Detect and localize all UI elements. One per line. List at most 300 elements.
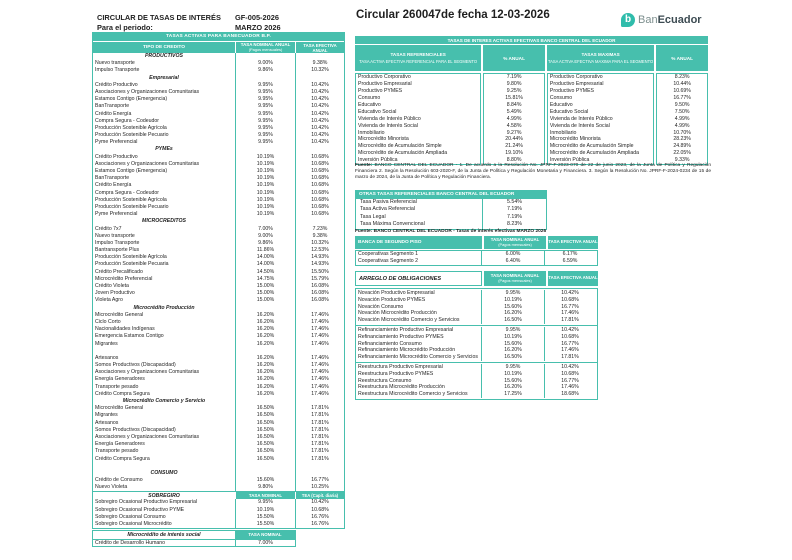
section-header: Empresarial [149, 74, 179, 81]
sobregiro-col-nominal: TASA NOMINAL [235, 492, 295, 499]
left-table-row [93, 146, 344, 153]
right-circular-title: Circular 260047de fecha 12-03-2026 [356, 9, 550, 21]
maxima-rate-value: 8.23% [674, 74, 690, 80]
segment-label: Educativo [358, 101, 381, 108]
maxima-rate-value: 4.99% [674, 122, 690, 129]
banca-row [356, 251, 597, 258]
left-table-row [93, 254, 344, 261]
obligacion-label: Novación Microcrédito Comercio y Servicios [358, 317, 460, 324]
arreglo-col-efectiva-label: TASA EFECTIVA ANUAL [548, 275, 598, 281]
nominal-rate-value: 16.50% [235, 434, 295, 441]
referencial-rate-value: 5.49% [506, 108, 522, 115]
tasa-label: Tasa Activa Referencial [360, 206, 416, 213]
obligacion-label: Refinanciamiento Microcrédito Comercio y Servicios [358, 354, 478, 361]
segment-label: Inmobiliario [549, 129, 577, 136]
credit-type-label: Producción Sostenible Agrícola [95, 124, 167, 131]
credit-type-label: Crédito Productivo [95, 81, 138, 88]
credit-type-label: Compra Segura - Codeudor [95, 189, 160, 196]
banecuador-logo [621, 13, 702, 27]
left-table-row [93, 233, 344, 240]
sobregiro-row [93, 521, 344, 528]
effective-rate-value: 16.08% [295, 283, 344, 290]
left-table-row [93, 391, 344, 398]
left-table-row [93, 182, 344, 189]
left-table-row [93, 484, 344, 491]
col-tasa-nominal-label: TASA NOMINAL ANUAL [240, 41, 291, 47]
sobregiro-label: SOBREGIRO [148, 493, 180, 500]
referencial-rate-value: 21.24% [505, 143, 523, 150]
credit-type-label: Producción Sostenible Agrícola [95, 254, 167, 261]
obligacion-label: Refinanciamiento Microcrédito Producción [358, 347, 456, 354]
effective-rate-value: 16.77% [295, 477, 344, 484]
arreglo-row [356, 354, 597, 361]
left-table-row [93, 103, 344, 110]
tasa-value: 8.23% [482, 221, 546, 228]
tea-rate-value: 10.42% [295, 499, 344, 506]
effective-rate-value: 17.46% [295, 355, 344, 362]
banca-column-headers [355, 236, 598, 249]
referencial-rate-value: 9.27% [506, 129, 522, 136]
arreglo-col-efectiva [548, 271, 598, 286]
maxima-rate-value: 16.77% [673, 94, 691, 101]
segment-label: Microcrédito de Acumulación Simple [358, 143, 442, 150]
arreglo-group [356, 363, 597, 399]
tasa-label: Tasa Pasiva Referencial [360, 199, 417, 205]
segment-label: Microcrédito de Acumulación Ampliada [549, 150, 640, 157]
microcredito-interes-social-table [92, 530, 296, 547]
tasa-value: 7.19% [482, 206, 546, 213]
left-table-row [93, 290, 344, 297]
segment-label: Vivienda de Interés Público [549, 115, 613, 122]
credit-type-label: Microcrédito General [95, 311, 144, 318]
effective-rate-value: 17.46% [295, 326, 344, 333]
left-table-row [93, 211, 344, 218]
left-table-row [93, 154, 344, 161]
nominal-rate-value: 9.95% [235, 118, 295, 125]
left-table-row [93, 420, 344, 427]
credit-type-label: Emergencia Estamos Contigo [95, 333, 164, 340]
nominal-rate-value: 9.00% [235, 60, 295, 67]
segment-label: Productivo PYMES [549, 87, 595, 94]
nominal-rate-value: 10.19% [235, 175, 295, 182]
effective-rate-value: 17.81% [295, 441, 344, 448]
credit-type-label: Nuevo transporte [95, 232, 135, 239]
nominal-rate-value: 16.20% [235, 319, 295, 326]
effective-rate-value: 17.46% [544, 310, 595, 317]
period-value: MARZO 2026 [235, 22, 281, 32]
bce-footnote [355, 163, 711, 181]
credit-type-label: Microcrédito General [95, 405, 144, 412]
credit-type-label: Crédito de Desarrollo Humano [95, 540, 166, 546]
referencial-rate-value: 15.81% [505, 94, 523, 101]
effective-rate-value: 17.81% [295, 405, 344, 412]
segment-label: Productivo Empresarial [549, 80, 604, 87]
nominal-rate-value: 10.19% [235, 211, 295, 218]
credit-type-label: Crédito 7x7 [95, 225, 122, 232]
nominal-rate-value: 10.19% [235, 507, 295, 514]
bce-table-body [355, 73, 708, 165]
nominal-rate-value: 9.00% [235, 233, 295, 240]
effective-rate-value: 10.32% [295, 67, 344, 74]
nominal-rate-value: 10.19% [235, 154, 295, 161]
left-table-row [93, 204, 344, 211]
nominal-rate-value: 14.75% [235, 276, 295, 283]
segment-label: Consumo [549, 94, 573, 101]
left-table-row [93, 376, 344, 383]
nominal-rate-value: 16.20% [235, 376, 295, 383]
segment-label: Productivo PYMES [358, 87, 403, 94]
effective-rate-value: 18.68% [544, 391, 595, 398]
effective-rate-value: 17.81% [544, 317, 595, 324]
bce-maxima-segments [547, 73, 654, 165]
banca-col-nominal-label: TASA NOMINAL ANUAL [490, 236, 540, 242]
referencial-rate-value: 8.80% [506, 157, 522, 164]
nominal-rate-value: 9.80% [235, 484, 295, 491]
sobregiro-row [93, 514, 344, 521]
effective-rate-value: 10.68% [544, 371, 595, 378]
circular-code: GF-005-2026 [235, 13, 279, 22]
sobregiro-col-tea: TEA (Capit. diaria) [295, 492, 344, 499]
nominal-rate-value: 9.95% [235, 125, 295, 132]
sobregiro-row [93, 499, 344, 506]
segment-label: Microcrédito Minorista [549, 136, 601, 143]
effective-rate-value: 10.68% [295, 182, 344, 189]
referencial-rate-value: 9.25% [506, 87, 522, 94]
arreglo-obligaciones-table [355, 271, 598, 400]
social-col-nominal: TASA NOMINAL [235, 531, 295, 539]
nominal-rate-value: 10.19% [481, 297, 544, 304]
referencial-rate-value: 8.84% [506, 101, 522, 108]
nominal-rate-value: 16.20% [481, 384, 544, 391]
segment-label: Inmobiliario [358, 129, 385, 136]
credit-type-label: BanTransporte [95, 103, 130, 110]
bce-table-title: TASAS DE INTERES ACTIVAS EFECTIVAS BANCO CENTRAL DEL ECUADOR [355, 36, 708, 44]
effective-rate-value: 10.68% [544, 334, 595, 341]
nominal-rate-value: 10.19% [481, 371, 544, 378]
credit-type-label: Nacionalidades Indígenas [95, 326, 155, 333]
credit-type-label: Nuevo transporte [95, 60, 135, 67]
segment-label: Educativo Social [549, 108, 589, 115]
left-table-column-headers [93, 41, 344, 53]
left-table-row [93, 89, 344, 96]
segment-label: Microcrédito de Acumulación Simple [549, 143, 634, 150]
social-row [93, 539, 295, 546]
arreglo-group [356, 289, 597, 326]
referencial-rate-value: 19.10% [505, 150, 523, 157]
left-table-row [93, 82, 344, 89]
left-table-row [93, 75, 344, 82]
nominal-rate-value: 6.40% [481, 258, 544, 265]
effective-rate-value: 10.68% [295, 154, 344, 161]
nominal-rate-value: 15.00% [235, 283, 295, 290]
left-table-row [93, 269, 344, 276]
effective-rate-value: 17.81% [295, 420, 344, 427]
referencial-rate-value: 20.44% [505, 136, 523, 143]
credit-type-label: Estamos Contigo (Emergencia) [95, 168, 168, 174]
effective-rate-value: 10.68% [295, 197, 344, 204]
left-table-row [93, 297, 344, 304]
bce-column-headers [355, 45, 708, 71]
effective-rate-value: 10.42% [295, 125, 344, 132]
maximas-sub-label: TASA ACTIVA EFECTIVA MAXIMA PARA EL SEGMENTO [547, 59, 654, 64]
segment-label: Microcrédito Minorista [358, 136, 409, 143]
effective-rate-value: 17.46% [295, 319, 344, 326]
credit-type-label: Producción Sostenible Agrícola [95, 196, 167, 203]
nominal-rate-value: 16.20% [235, 341, 295, 348]
credit-type-label: Migrantes [95, 412, 118, 419]
nominal-rate-value: 17.25% [481, 391, 544, 398]
obligacion-label: Reestructura Microcrédito Comercio y Servicios [358, 391, 468, 398]
effective-rate-value: 15.50% [295, 269, 344, 276]
maxima-rate-value: 22.05% [673, 150, 691, 157]
obligacion-label: Refinanciamiento Consumo [358, 340, 422, 347]
effective-rate-value: 14.93% [295, 254, 344, 261]
banca-segundo-piso-table [355, 236, 598, 266]
nominal-rate-value: 7.00% [235, 226, 295, 233]
credit-type-label: Transporte pesado [95, 383, 139, 390]
credit-type-label: Bantransporte Plus [95, 247, 140, 254]
segment-label: Microcrédito de Acumulación Ampliada [358, 150, 448, 157]
left-table-row [93, 261, 344, 268]
nominal-rate-value: 10.19% [235, 204, 295, 211]
credit-type-label: Nuevo Violeta [95, 484, 128, 491]
effective-rate-value: 10.68% [295, 211, 344, 218]
credit-type-label: Crédito Violeta [95, 283, 129, 289]
nominal-rate-value: 16.50% [235, 420, 295, 427]
maxima-rate-value: 10.44% [673, 80, 691, 87]
col-referenciales [355, 45, 481, 71]
effective-rate-value: 10.68% [295, 204, 344, 211]
nominal-rate-value: 16.20% [235, 384, 295, 391]
effective-rate-value: 10.42% [295, 118, 344, 125]
obligacion-label: Reestructura Consumo [358, 377, 412, 384]
left-table-row [93, 60, 344, 67]
effective-rate-value: 12.53% [295, 247, 344, 254]
nominal-rate-value: 15.60% [235, 477, 295, 484]
segment-label: Vivienda de Interés Social [358, 122, 418, 129]
effective-rate-value: 10.42% [295, 96, 344, 103]
nominal-rate-value: 15.50% [235, 521, 295, 528]
nominal-rate-value: 15.00% [235, 297, 295, 304]
left-table-row [93, 305, 344, 312]
nominal-rate-value: 9.86% [235, 240, 295, 247]
arreglo-row [356, 297, 597, 304]
obligacion-label: Reestructura Productivo PYMES [358, 370, 434, 377]
bce-referencial-segments [355, 73, 481, 165]
nominal-rate-value: 9.95% [235, 103, 295, 110]
credit-type-label: Asociaciones y Organizaciones Comunitarias [95, 88, 200, 95]
effective-rate-value: 10.42% [295, 82, 344, 89]
section-header: Microcrédito Comercio y Servicio [122, 398, 206, 404]
segment-label: Vivienda de Interés Social [549, 122, 610, 129]
arreglo-row [356, 391, 597, 398]
credit-type-label: Transporte pesado [95, 448, 139, 455]
nominal-rate-value: 15.60% [481, 378, 544, 385]
arreglo-row [356, 310, 597, 317]
effective-rate-value: 10.42% [295, 89, 344, 96]
nominal-rate-value: 16.20% [235, 333, 295, 340]
effective-rate-value: 10.68% [295, 190, 344, 197]
left-table-row [93, 441, 344, 448]
segment-label: Consumo [358, 94, 381, 101]
nominal-rate-value: 9.95% [481, 290, 544, 297]
left-table-title: TASAS ACTIVAS PARA BANECUADOR B.P. [93, 33, 344, 41]
effective-rate-value: 17.81% [295, 448, 344, 455]
nominal-rate-value: 14.00% [235, 254, 295, 261]
effective-rate-value: 10.42% [295, 139, 344, 146]
nominal-rate-value: 10.19% [235, 182, 295, 189]
nominal-rate-value: 16.50% [235, 448, 295, 455]
page-title: CIRCULAR DE TASAS DE INTERÉS [97, 13, 221, 22]
effective-rate-value: 9.38% [295, 60, 344, 67]
left-table-row [93, 283, 344, 290]
left-table-row [93, 362, 344, 369]
left-table-row [93, 240, 344, 247]
left-table-row [93, 161, 344, 168]
credit-type-label: Sobregiro Ocasional Productivo Empresarial [95, 499, 198, 506]
effective-rate-value: 17.46% [295, 341, 344, 348]
banecuador-rates-table [92, 32, 345, 529]
segment-label: Vivienda de Interés Público [358, 115, 421, 122]
credit-type-label: Sobregiro Ocasional Consumo [95, 513, 166, 520]
left-table-row [93, 348, 344, 355]
credit-type-label: Crédito Productivo [95, 153, 138, 160]
nominal-rate-value: 7.00% [235, 540, 295, 546]
left-table-row [93, 218, 344, 225]
credit-type-label: Artesanos [95, 419, 119, 426]
referenciales-group-label: TASAS REFERENCIALES [390, 52, 446, 57]
left-table-row [93, 111, 344, 118]
nominal-rate-value: 10.19% [235, 168, 295, 175]
effective-rate-value: 6.17% [544, 251, 595, 258]
banca-col-efectiva-label: TASA EFECTIVA ANUAL [548, 239, 598, 245]
credit-type-label: Migrantes [95, 340, 118, 347]
nominal-rate-value: 16.50% [481, 354, 544, 361]
effective-rate-value: 15.79% [295, 276, 344, 283]
left-table-row [93, 247, 344, 254]
left-table-row [93, 118, 344, 125]
effective-rate-value: 10.42% [544, 364, 595, 371]
sobregiro-rows [93, 499, 344, 528]
nominal-rate-value: 10.19% [481, 334, 544, 341]
banecuador-logo-icon: b [621, 13, 635, 27]
left-table-row [93, 355, 344, 362]
arreglo-group [356, 326, 597, 363]
referencial-rate-value: 7.19% [506, 74, 522, 80]
segment-label: Educativo Social [358, 108, 397, 115]
effective-rate-value: 10.68% [295, 175, 344, 182]
nominal-rate-value: 16.50% [481, 317, 544, 324]
col-pct-anual-max: % ANUAL [656, 45, 708, 71]
effective-rate-value: 16.77% [544, 304, 595, 311]
effective-rate-value: 17.46% [295, 384, 344, 391]
nominal-rate-value: 14.00% [235, 261, 295, 268]
left-table-body [93, 53, 344, 491]
banca-col-nominal-sub: (Pagos mensuales) [498, 241, 532, 247]
credit-type-label: Violeta Agro [95, 297, 123, 304]
banca-rows [355, 250, 598, 266]
nominal-rate-value: 16.50% [235, 456, 295, 463]
nominal-rate-value: 16.20% [235, 326, 295, 333]
left-table-row [93, 434, 344, 441]
credit-type-label: Somos Productivos (Discapacidad) [95, 426, 176, 433]
segment-label: Productivo Corporativo [358, 74, 411, 80]
section-header: PRODUCTIVOS [144, 53, 184, 59]
effective-rate-value: 17.46% [295, 369, 344, 376]
effective-rate-value: 10.68% [295, 168, 344, 175]
nominal-rate-value: 9.95% [235, 111, 295, 118]
social-header-row [93, 531, 295, 539]
credit-type-label: Pyme Preferencial [95, 139, 138, 146]
social-label: Microcrédito de interés social [127, 532, 201, 538]
arreglo-col-nominal-label: TASA NOMINAL ANUAL [490, 272, 540, 278]
credit-type-label: Asociaciones y Organizaciones Comunitarias [95, 160, 200, 167]
credit-type-label: Asociaciones y Organizaciones Comunitarias [95, 433, 200, 440]
effective-rate-value: 14.93% [295, 261, 344, 268]
segment-label: Inversión Pública [549, 157, 590, 164]
tea-rate-value: 10.68% [295, 507, 344, 514]
credit-type-label: Crédito Energía [95, 110, 132, 117]
cooperativa-label: Cooperativas Segmento 2 [358, 258, 418, 264]
nominal-rate-value: 16.20% [481, 310, 544, 317]
nominal-rate-value: 15.50% [235, 514, 295, 521]
obligacion-label: Reestructura Microcrédito Producción [358, 384, 445, 391]
left-table-row [93, 398, 344, 405]
arreglo-row [356, 317, 597, 324]
bce-footnote-text: BANCO CENTRAL DEL ECUADOR - 1. De acuerdo a la Resolución No. JPRF-F-2023-070 de 22 de junio 2023, de la Junta de Política y Regulación Financiera 2. Según la Resolución 603-2020-F, de la Junta de Política y Regulación Monetaria y Financiera. 3. Según la Resolución No. JPRF-F-2024-0234 de 15 de marzo de 2024, de la Junta de Política y Regulación Financiera. [355, 163, 711, 180]
left-table-row [93, 175, 344, 182]
col-tipo-credito: TIPO DE CREDITO [142, 45, 186, 50]
left-table-row [93, 463, 344, 470]
credit-type-label: Producción Sostenible Pecuaria [95, 261, 169, 268]
arreglo-row [356, 341, 597, 348]
maxima-rate-value: 10.69% [673, 87, 691, 94]
arreglo-row [356, 347, 597, 354]
nominal-rate-value: 15.00% [235, 290, 295, 297]
effective-rate-value: 10.42% [295, 111, 344, 118]
nominal-rate-value: 16.20% [235, 312, 295, 319]
credit-type-label: Crédito de Consumo [95, 477, 143, 484]
nominal-rate-value: 9.86% [235, 67, 295, 74]
effective-rate-value: 17.81% [544, 354, 595, 361]
arreglo-column-headers [355, 271, 598, 286]
effective-rate-value: 17.81% [295, 427, 344, 434]
section-header: MICROCRÉDITOS [142, 218, 186, 225]
otras-tasas-rows [356, 199, 546, 229]
left-table-row [93, 477, 344, 484]
arreglo-col-nominal-sub: (Pagos mensuales) [498, 277, 532, 283]
banca-col-efectiva [548, 236, 598, 249]
effective-rate-value: 10.42% [544, 327, 595, 334]
credit-type-label: Impulso Transporte [95, 239, 140, 246]
nominal-rate-value: 16.20% [481, 347, 544, 354]
effective-rate-value: 17.46% [295, 333, 344, 340]
otras-tasas-fuente: Fuente: BANCO CENTRAL DEL ECUADOR - Tasas de interés efectivas MARZO 2026 [355, 229, 547, 234]
left-table-row [93, 53, 344, 60]
credit-type-label: Somos Productivos (Discapacidad) [95, 362, 176, 369]
sobregiro-row [93, 507, 344, 514]
nominal-rate-value: 9.95% [481, 364, 544, 371]
sobregiro-header-row [93, 491, 344, 499]
effective-rate-value: 17.46% [544, 347, 595, 354]
referencial-rate-value: 4.58% [506, 122, 522, 129]
obligacion-label: Novación Productivo PYMES [358, 296, 426, 303]
credit-type-label: Artesanos [95, 354, 119, 361]
nominal-rate-value: 16.20% [235, 362, 295, 369]
nominal-rate-value: 9.95% [235, 96, 295, 103]
maxima-rate-value: 7.50% [674, 108, 690, 115]
left-table-row [93, 139, 344, 146]
